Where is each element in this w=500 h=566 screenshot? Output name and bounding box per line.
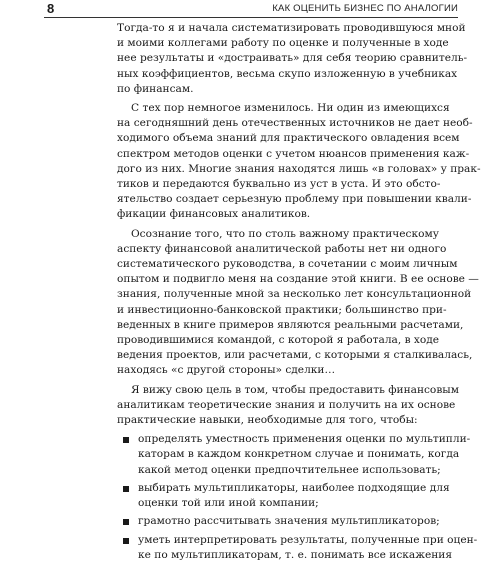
text-line: систематического руководства, в сочетании с моим личным — [117, 258, 458, 271]
list-item — [117, 514, 440, 529]
text-line: аналитикам теоретические знания и получить на их основе — [117, 398, 456, 411]
text-line: проводившимися командой, с которой я работала, в ходе — [117, 334, 440, 347]
text-line: по финансам. — [117, 82, 194, 95]
text-line: и моими коллегами работу по оценке и полученные в ходе — [117, 37, 449, 50]
text-line: ке по мультипликаторам, т. е. понимать все искажения — [138, 548, 453, 561]
text-line: на сегодняшний день отечественных источников не дает необ- — [117, 117, 473, 130]
square-bullet-icon — [123, 519, 129, 525]
body-text — [117, 21, 481, 566]
text-line: Осознание того, что по столь важному практическому — [131, 227, 439, 240]
text-line: тиков и передаются буквально из уст в уста. И это обсто- — [117, 178, 441, 191]
list-item — [117, 481, 450, 511]
bullet-list — [117, 432, 478, 563]
header-rule — [44, 17, 458, 18]
text-line: дого из них. Многие знания находятся лишь «в головах» у прак- — [117, 162, 481, 175]
text-line: ных коэффициентов, весьма скупо изложенную в учебниках — [117, 67, 458, 80]
text-line: опытом и подвигло меня на создание этой книги. В ее основе — — [117, 273, 479, 286]
square-bullet-icon — [123, 538, 129, 544]
text-line: находясь «с другой стороны» сделки… — [117, 364, 336, 377]
running-title: КАК ОЦЕНИТЬ БИЗНЕС ПО АНАЛОГИИ — [272, 3, 458, 14]
text-line: знания, полученные мной за несколько лет консультационной — [117, 288, 472, 301]
text-line: оценки той или иной компании; — [138, 497, 319, 510]
list-item — [117, 533, 478, 563]
paragraph — [117, 101, 481, 223]
text-line: уметь интерпретировать результаты, полученные при оцен- — [138, 533, 478, 546]
text-line: аспекту финансовой аналитической работы нет ни одного — [117, 242, 447, 255]
text-line: практические навыки, необходимые для того, чтобы: — [117, 414, 418, 427]
text-line: С тех пор немногое изменилось. Ни один из имеющихся — [131, 102, 450, 115]
text-line: грамотно рассчитывать значения мультипликаторов; — [138, 515, 440, 528]
text-line: Я вижу свою цель в том, чтобы предоставить финансовым — [131, 383, 459, 396]
text-line: ходимого объема знаний для практического овладения всем — [117, 132, 460, 145]
paragraph — [117, 227, 479, 379]
list-item — [117, 432, 471, 478]
text-line: Тогда-то я и начала систематизировать проводившуюся мной — [117, 22, 466, 34]
square-bullet-icon — [123, 486, 129, 492]
square-bullet-icon — [123, 437, 129, 443]
text-line: и инвестиционно-банковской практики; большинство при- — [117, 303, 447, 316]
paragraph — [117, 21, 468, 97]
text-line: ятельство создает серьезную проблему при повышении квали- — [117, 193, 472, 206]
page-number: 8 — [47, 1, 55, 16]
text-line: какой метод оценки предпочтительнее использовать; — [138, 463, 441, 476]
text-line: веденных в книге примеров являются реальными расчетами, — [117, 318, 464, 331]
text-line: ведения проектов, или расчетами, с которыми я сталкивалась, — [117, 349, 473, 362]
text-line: нее результаты и «достраивать» для себя теорию сравнитель- — [117, 52, 468, 65]
text-line: спектром методов оценки с учетом нюансов применения каж- — [117, 147, 470, 160]
text-line: определять уместность применения оценки по мультипли- — [138, 433, 471, 446]
paragraph — [117, 383, 459, 429]
text-line: каторам в каждом конкретном случае и понимать, когда — [138, 448, 460, 461]
text-line: фикации финансовых аналитиков. — [117, 208, 311, 221]
text-line: выбирать мультипликаторы, наиболее подходящие для — [138, 481, 450, 494]
